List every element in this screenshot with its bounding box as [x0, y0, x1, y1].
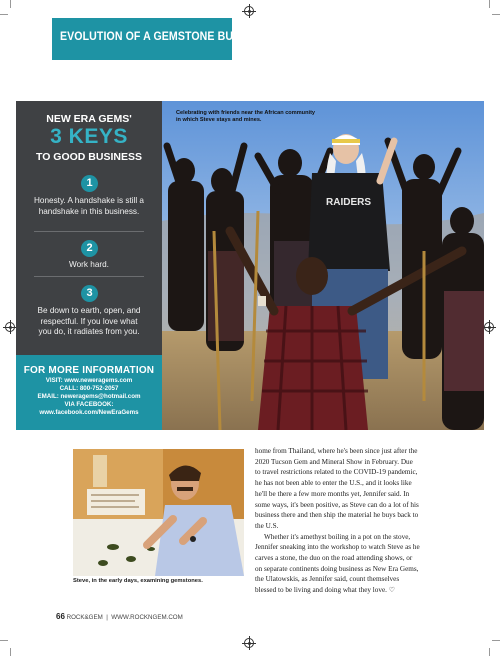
- sidebar-heading-bottom: TO GOOD BUSINESS: [36, 151, 142, 163]
- body-paragraph-1: home from Thailand, where he's been since just after the 2020 Tucson Gem and Mineral Show in February. Due to travel restrictions related to the COVID-19 pandemic, he has not been able to enter the U.S., and it looks like he'll be there a few more months yet, Jennifer said. In some ways, it's been positive, as Steve can do a lot of his business there and then ship the material he buys back to the U.S.: [255, 447, 419, 530]
- registration-mark-left: [5, 322, 15, 332]
- crop-mark: [492, 14, 500, 15]
- crop-mark: [489, 0, 490, 8]
- key-text-2: Work hard.: [69, 260, 109, 269]
- info-email: EMAIL: neweragems@hotmail.com: [37, 393, 141, 400]
- section-title: EVOLUTION OF A GEMSTONE BUSINESS: [60, 31, 273, 43]
- key-number-1: 1: [81, 175, 98, 192]
- footer-separator: |: [106, 614, 108, 621]
- info-facebook-url: www.facebook.com/NewEraGems: [39, 409, 139, 416]
- crop-mark: [10, 0, 11, 8]
- divider: [34, 276, 144, 277]
- key-text-3: Be down to earth, open, and respectful. If you love what you do, it radiates from you.: [37, 306, 141, 336]
- main-photo: [162, 101, 484, 430]
- crop-mark: [0, 14, 8, 15]
- info-facebook-label: VIA FACEBOOK:: [64, 401, 114, 408]
- key-number-2: 2: [81, 240, 98, 257]
- magazine-name: ROCK&GEM: [66, 614, 103, 621]
- body-paragraph-2: Whether it's amethyst boiling in a pot on the stove, Jennifer sneaking into the workshop to watch Steve as he carves a stone, the duo on the road attending shows, or on separate continents doing business as New Era Gems, the Ulatowskis, as Jennifer said, count themselves blessed to be living and doing what they love. ♡: [255, 532, 420, 595]
- article-body: [255, 446, 420, 596]
- divider: [34, 231, 144, 232]
- sidebar-heading-main: 3 KEYS: [50, 125, 128, 148]
- crop-mark: [0, 640, 8, 641]
- keys-sidebar: [16, 101, 162, 355]
- key-text-1: Honesty. A handshake is still a handshake in this business.: [34, 196, 144, 216]
- inset-photo: [73, 449, 244, 576]
- registration-mark-right: [484, 322, 494, 332]
- shirt-text: RAIDERS: [326, 197, 372, 208]
- section-banner: [52, 18, 273, 60]
- info-title: FOR MORE INFORMATION: [23, 365, 155, 376]
- magazine-url: WWW.ROCKNGEM.COM: [111, 614, 183, 621]
- key-number-3: 3: [81, 285, 98, 302]
- crop-mark: [492, 640, 500, 641]
- inset-caption: Steve, in the early days, examining gemstones.: [73, 578, 203, 584]
- info-visit: VISIT: www.neweragems.com: [45, 377, 133, 384]
- crop-mark: [10, 648, 11, 656]
- crop-mark: [489, 648, 490, 656]
- sidebar-heading-top: NEW ERA GEMS': [46, 113, 132, 125]
- more-info-box: [16, 355, 162, 430]
- page-footer: [56, 612, 183, 621]
- registration-mark-top: [244, 6, 254, 16]
- page-number: 66: [56, 612, 65, 621]
- info-call: CALL: 800-752-2057: [59, 385, 119, 392]
- registration-mark-bottom: [244, 638, 254, 648]
- photo-caption: Celebrating with friends near the African community in which Steve stays and mines.: [176, 110, 316, 123]
